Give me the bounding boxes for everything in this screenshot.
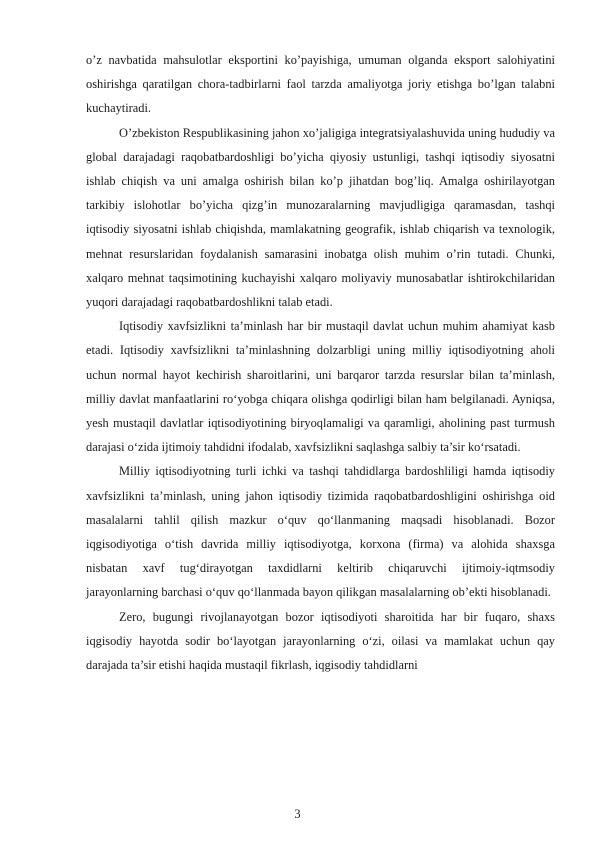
body-text: [86, 48, 555, 677]
paragraph-economic-security: Iqtisodiy xavfsizlikni ta’minlash har bir mustaqil davlat uchun muhim ahamiyat kasb etadi. Iqtisodiy xavfsizlikni ta’minlashning dolzarbligi uning milliy iqtisodiyotning aholi uchun normal hayot kechirish sharoitlarini, uni barqaror tarzda resurslar bilan ta’minlash, milliy davlat manfaatlarini ro‘yobga chiqara olishga qodirligi bilan ham belgilanadi. Ayniqsa, yesh mustaqil davlatlar iqtisodiyotining biryoqlamaligi va qaramligi, aholining past turmush darajasi o‘zida ijtimoiy tahdidni ifodalab, xavfsizlikni saqlashga salbiy ta’sir ko‘rsatadi.: [86, 319, 555, 455]
paragraph-textbook-aim: Milliy iqtisodiyotning turli ichki va tashqi tahdidlarga bardoshliligi hamda iqtisodiy xavfsizlikni ta’minlash, uning jahon iqtisodiy tizimida raqobatbardoshligini oshirishga oid masalalarni tahlil qilish mazkur o‘quv qo‘llanmaning maqsadi hisoblanadi. Bozor iqgisodiyotiga o‘tish davrida milliy iqtisodiyotga, korxona (firma) va alohida shaxsga nisbatan xavf tug‘dirayotgan taxdidlarni keltirib chiqaruvchi ijtimoiy-iqtmsodiy jarayonlarning barchasi o‘quv qo‘llanmada bayon qilikgan masalalarning ob’ekti hisoblanadi.: [86, 464, 555, 600]
page-number: 3: [294, 807, 301, 821]
paragraph-market-economy: Zero, bugungi rivojlanayotgan bozor iqtisodiyoti sharoitida har bir fuqaro, shaxs iqgisodiy hayotda sodir bo‘layotgan jarayonlarning o‘zi, oilasi va mamlakat uchun qay darajada ta’sir etishi haqida mustaqil fikrlash, iqgisodiy tahdidlarni: [86, 609, 555, 673]
paragraph-continuation: o’z navbatida mahsulotlar eksportini ko’payishiga, umuman olganda eksport salohiyatini oshirishga qaratilgan chora-tadbirlarni faol tarzda amaliyotga joriy etishga bo’lgan talabni kuchaytiradi.: [86, 53, 555, 116]
paragraph-integration: O’zbekiston Respublikasining jahon xo’jaligiga integratsiyalashuvida uning hududiy va global darajadagi raqobatbardoshligi bo’yicha qiyosiy ustunligi, tashqi iqtisodiy siyosatni ishlab chiqish va uni amalga oshirish bilan ko’p jihatdan bog’liq. Amalga oshirilayotgan tarkibiy islohotlar bo’yicha qizg’in munozaralarning mavjudligiga qaramasdan, tashqi iqtisodiy siyosatni ishlab chiqishda, mamlakatning geografik, ishlab chiqarish va texnologik, mehnat resurslaridan foydalanish samarasini inobatga olish muhim o’rin tutadi. Chunki, xalqaro mehnat taqsimotining kuchayishi xalqaro moliyaviy munosabatlar ishtirokchilaridan yuqori darajadagi raqobatbardoshlikni talab etadi.: [86, 125, 555, 310]
